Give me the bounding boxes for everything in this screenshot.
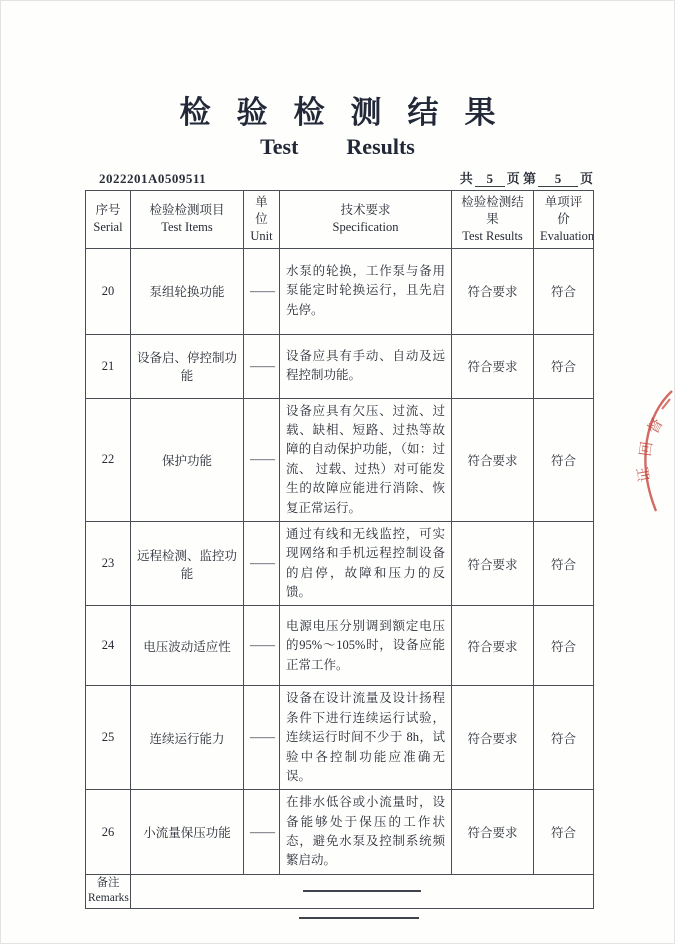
evaluation-cell: 符合: [534, 790, 594, 875]
pagination: [460, 168, 593, 187]
results-table: [85, 190, 594, 909]
result-cell: 符合要求: [452, 398, 534, 521]
evaluation-cell: 符合: [534, 248, 594, 334]
pagination-current-page: 5: [538, 172, 578, 187]
table-row: [86, 790, 594, 875]
remarks-content-cell: [131, 874, 594, 908]
header-serial: 序号 Serial: [86, 191, 131, 249]
footer-blank-rule: [299, 917, 419, 919]
header-specification: 技术要求 Specification: [280, 191, 452, 249]
pagination-total-label: 共: [459, 171, 473, 186]
spec-cell: 设备在设计流量及设计扬程条件下进行连续运行试验，连续运行时间不少于 8h，试验中各控制功能应准确无误。: [280, 686, 452, 790]
spec-cell: 设备应具有手动、自动及远程控制功能。: [280, 334, 452, 398]
test-item-cell: 远程检测、监控功能: [131, 521, 244, 606]
evaluation-cell: 符合: [534, 686, 594, 790]
result-cell: 符合要求: [452, 790, 534, 875]
remarks-label: 备注 Remarks: [86, 874, 131, 908]
table-row: [86, 686, 594, 790]
report-number: 2022201A0509511: [99, 171, 207, 186]
table-row: [86, 334, 594, 398]
pagination-pages-unit: 页 第: [506, 171, 536, 186]
red-seal-stamp: [632, 389, 674, 513]
serial-cell: 24: [86, 606, 131, 686]
result-cell: 符合要求: [452, 248, 534, 334]
header-evaluation: 单项评价 Evaluation: [534, 191, 594, 249]
table-row: [86, 248, 594, 334]
seal-rim-tick: [662, 399, 670, 409]
unit-cell: ——: [244, 606, 280, 686]
evaluation-cell: 符合: [534, 606, 594, 686]
spec-cell: 电源电压分别调到额定电压的95%～105%时，设备应能正常工作。: [280, 606, 452, 686]
test-item-cell: 泵组轮换功能: [131, 248, 244, 334]
table-row: [86, 398, 594, 521]
test-item-cell: 保护功能: [131, 398, 244, 521]
serial-cell: 20: [86, 248, 131, 334]
spec-cell: 设备应具有欠压、过流、过载、缺相、短路、过热等故障的自动保护功能，（如：过流、 过载、过热）对可能发生的故障应能进行消除、恢复正常运行。: [280, 398, 452, 521]
header-test-results: 检验检测结果 Test Results: [452, 191, 534, 249]
seal-glyph: 回: [638, 440, 657, 458]
page-title-en-test: Test: [260, 134, 299, 159]
serial-cell: 23: [86, 521, 131, 606]
test-item-cell: 设备启、停控制功能: [131, 334, 244, 398]
test-item-cell: 小流量保压功能: [131, 790, 244, 875]
unit-cell: ——: [244, 521, 280, 606]
header-row: [86, 191, 594, 249]
unit-cell: ——: [244, 398, 280, 521]
unit-cell: ——: [244, 686, 280, 790]
serial-cell: 26: [86, 790, 131, 875]
pagination-total-pages: 5: [475, 172, 505, 187]
evaluation-cell: 符合: [534, 398, 594, 521]
meta-row: [85, 168, 593, 187]
result-cell: 符合要求: [452, 334, 534, 398]
seal-glyph: 证: [635, 465, 654, 484]
page-title-zh: 检验检测结果: [179, 95, 522, 130]
unit-cell: ——: [244, 334, 280, 398]
remarks-row: [86, 874, 594, 908]
unit-cell: ——: [244, 248, 280, 334]
table-row: [86, 521, 594, 606]
serial-cell: 25: [86, 686, 131, 790]
spec-cell: 水泵的轮换，工作泵与备用泵能定时轮换运行，且先启先停。: [280, 248, 452, 334]
result-cell: 符合要求: [452, 606, 534, 686]
header-unit: 单位 Unit: [244, 191, 280, 249]
test-item-cell: 连续运行能力: [131, 686, 244, 790]
serial-cell: 21: [86, 334, 131, 398]
page-title-en-results: Results: [346, 134, 415, 159]
seal-rim-arc: [645, 391, 672, 511]
pagination-page-unit: 页: [579, 171, 593, 186]
spec-cell: 在排水低谷或小流量时，设备能够处于保压的工作状态，避免水泵及控制系统频繁启动。: [280, 790, 452, 875]
table-row: [86, 606, 594, 686]
page-title-en: [1, 134, 674, 160]
remarks-blank-rule: [303, 890, 421, 892]
evaluation-cell: 符合: [534, 521, 594, 606]
header-test-items: 检验检测项目 Test Items: [131, 191, 244, 249]
test-item-cell: 电压波动适应性: [131, 606, 244, 686]
spec-cell: 通过有线和无线监控，可实现网络和手机远程控制设备的启停，故障和压力的反馈。: [280, 521, 452, 606]
evaluation-cell: 符合: [534, 334, 594, 398]
serial-cell: 22: [86, 398, 131, 521]
seal-glyph: 督: [645, 416, 667, 437]
result-cell: 符合要求: [452, 521, 534, 606]
unit-cell: ——: [244, 790, 280, 875]
result-cell: 符合要求: [452, 686, 534, 790]
